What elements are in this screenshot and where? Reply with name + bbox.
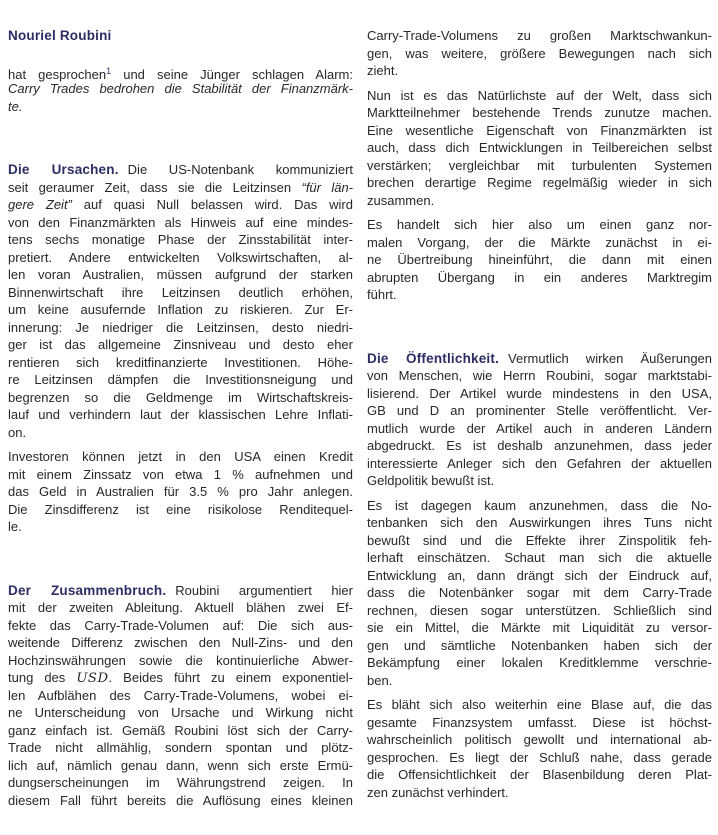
text-line [367,122,712,140]
text-line [8,301,353,319]
text-span: rechnen, diesen sogar unterstützen. Schließlich sind [367,602,712,618]
text-line [8,483,353,501]
paragraph [367,696,712,801]
section-paragraph [367,350,712,490]
text-span: tung des [8,670,77,685]
text-line [367,269,712,287]
text-line [8,582,353,600]
text-line [8,704,353,722]
text-span: von Menschen, wie Herrn Roubini, sogar marktstabi- [367,368,712,383]
text-span: begrenzen so die Geldmenge im Wirtschaftskreis- [8,389,353,405]
text-span: re Leitzinsen dämpfen die Investitionsneigung und [8,372,353,387]
text-line [367,367,712,385]
text-span: pretiert. Andere entwickelten Volkswirtschaften, al- [8,249,353,265]
text-line [367,584,712,602]
text-line [367,216,712,234]
text-line [367,104,712,122]
text-line [8,266,353,284]
text-line [8,406,353,424]
text-line [367,766,712,784]
text-line [367,497,712,515]
text-span: ne Übertreibung hineinführt, die dann mit einen [367,252,712,267]
text-line [367,87,712,105]
text-span: dass die Notenbänker sogar mit dem Carry-Trade [367,585,712,600]
text-span: Eine wesentliche Eigenschaft von Finanzmärkten ist [367,122,712,138]
column-left [8,27,353,809]
text-span: gesprochen. Es liegt der Schluß nahe, dass gerade [367,749,712,765]
text-span: um keine ausufernde Inflation zu riskieren. Zur Er- [8,302,353,317]
text-line [367,437,712,455]
text-line [8,98,353,116]
text-line [8,63,353,81]
text-span: le. [8,519,22,534]
text-span: mutlich wurde der Artikel auch in anderen Ländern [367,420,712,436]
paragraph [367,497,712,690]
text-span: Bekämpfung einer lokalen Kreditklemme verschrie- [367,655,712,670]
text-span: tens sechs monatige Phase der Zinsstabilität inter- [8,232,353,247]
text-line [367,455,712,473]
section-paragraph [8,582,353,810]
text-span: Vermutlich wirken Äußerungen [508,350,713,366]
text-span: gesamte Finanzsystem umfasst. Diese ist höchst- [367,714,712,730]
text-line [367,192,712,210]
text-span: mit einem Zinssatz von etwa 1 % aufnehmen und [8,466,353,482]
two-column-layout [8,27,711,809]
text-line [367,567,712,585]
text-span: seit geraumer Zeit, dass sie die Leitzinsen [8,179,302,195]
text-span: Geldpolitik bewußt ist. [367,473,495,488]
paragraph [8,448,353,536]
emphasis-text: te. [8,98,23,114]
text-line [367,385,712,403]
text-line [8,214,353,232]
emphasis-text: gere Zeit” [8,197,72,212]
text-line [367,549,712,567]
text-line [367,62,712,80]
text-span: rentieren sich kreditfinanzierte Investitionen. Höhe- [8,354,353,370]
column-right [367,27,712,801]
text-line [367,174,712,192]
text-line [367,45,712,63]
text-span: Roubini argumentiert hier [175,582,353,598]
paragraph [8,63,353,116]
text-span: von den Finanzmärkten als Hinweis auf eine mindes- [8,214,353,230]
text-span: Nun ist es das Natürlichste auf der Welt, dass sich [367,87,712,103]
text-span: die Offensichtlichkeit der Blasenbildung deren Plat- [367,767,712,782]
text-span: on. [8,424,27,440]
text-line [367,696,712,714]
text-span: Die Zinsdifferenz ist eine risikolose Renditequel- [8,501,353,517]
text-span: Carry-Trade-Volumens zu großen Marktschwankun- [367,28,712,43]
text-line [8,80,353,98]
text-span: Binnenwirtschaft ihre Leitzinsen deutlich erhöhen, [8,284,353,300]
text-line [8,722,353,740]
text-line [8,687,353,705]
text-span: malen Vorgang, der die Märkte zunächst in ei- [367,234,712,250]
paragraph [367,27,712,80]
text-line [8,774,353,792]
text-line [367,251,712,269]
emphasis-text: “für län- [301,179,353,195]
text-line [8,448,353,466]
text-line [367,139,712,157]
section-paragraph [8,161,353,441]
text-line [367,619,712,637]
text-span: zusammen. [367,192,435,208]
text-span: abrupten Übergang in ein anderes Marktregim [367,269,712,285]
emphasis-text: Carry Trades bedrohen die Stabilität der Finanzmärk- [8,81,353,96]
text-span: lisierend. Der Artikel wurde mindestens in den USA, [367,385,712,401]
text-line [367,602,712,620]
text-line [367,784,712,802]
text-line [8,424,353,442]
text-span: Es bläht sich also weiterhin eine Blase auf, die das [367,697,712,712]
text-line [8,518,353,536]
text-line [8,179,353,197]
text-span: diesem Fall führt bereits die Auflösung eines kleinen [8,792,353,808]
text-line [8,634,353,652]
text-span: verstärken; vergleichbar mit turbulenten Systemen [367,157,712,173]
text-line [8,284,353,302]
text-line [8,371,353,389]
text-span: bewußt sind und die Effekte ihrer Zinspolitik feh- [367,532,712,548]
text-line [367,472,712,490]
text-line [8,161,353,179]
text-span: weitende Differenz zwischen den Null-Zins- und den [8,635,353,650]
text-line [367,749,712,767]
text-span: GB und D an prominenter Stelle veröffentlicht. Ver- [367,403,712,418]
text-span: lerhaft einschätzen. Schaut man sich die aktuelle [367,550,712,565]
text-span: Es handelt sich hier also um einen ganz nor- [367,217,712,232]
text-span: ne Unterscheidung von Ursache und Wirkung nicht [8,705,353,720]
text-span: ben. [367,672,393,688]
text-line [8,231,353,249]
text-span: tenbanken sich den Auswirkungen ihres Tuns nicht [367,515,712,530]
text-line [367,672,712,690]
section-heading: Die Öffentlichkeit. [367,350,500,366]
text-line [367,637,712,655]
text-span: zieht. [367,63,399,78]
text-span: gen und sämtliche Notenbanken haben sich der [367,637,712,653]
text-line [367,350,712,368]
text-line [8,249,353,267]
text-span: Hochzinswährungen sowie die kontinuierliche Abwer- [8,652,353,668]
text-line [367,514,712,532]
text-line [8,336,353,354]
text-span: das Geld in Australien für 3.5 % pro Jahr anlegen. [8,484,353,499]
text-span: innerung: Je niedriger die Leitzinsen, desto niedri- [8,319,353,335]
text-span: und seine Jünger schlagen Alarm: [111,66,353,82]
text-span: ganz einfach ist. Gemäß Roubini löst sich der Carry- [8,722,353,738]
text-span: abgedruckt. Es ist deshalb anzunehmen, dass jeder [367,438,712,453]
text-line [8,739,353,757]
text-line [367,420,712,438]
footnote-marker: 1 [106,65,112,76]
text-span: fekte das Carry-Trade-Volumen auf: Die sich aus- [8,617,353,633]
section-heading: Die Ursachen. [8,162,119,177]
text-span: Es ist dagegen kaum anzunehmen, dass die No- [367,497,712,513]
text-line [8,354,353,372]
text-line [8,617,353,635]
currency-math-text: USD [76,671,109,686]
text-line [367,157,712,175]
text-line [367,402,712,420]
text-line [367,286,712,304]
text-line [367,714,712,732]
text-line [8,757,353,775]
text-line [8,501,353,519]
text-span: . Beides führt zu einem exponentiel- [108,670,353,685]
text-line [8,319,353,337]
text-span: len Aufblähen des Carry-Trade-Volumens, wobei ei- [8,687,353,703]
text-line [367,234,712,252]
text-line [8,466,353,484]
text-span: Investoren können jetzt in den USA einen Kredit [8,449,353,464]
text-span: lauf und verhindern laut der klassischen Lehre Inflati- [8,407,353,422]
text-line [8,652,353,670]
text-span: Trade nicht allmählig, sondern spontan und plötz- [8,740,353,755]
text-line [367,532,712,550]
text-span: dungserscheinungen im Währungstrend zeigen. In [8,775,353,790]
text-span: ger ist das allgemeine Zinsniveau und desto eher [8,337,353,352]
text-span: Marktteilnehmer bestehende Trends zunutze machen. [367,105,712,120]
paragraph [367,87,712,210]
text-span: len voran Australien, müssen aufgrund der starken [8,267,353,282]
text-line [8,792,353,810]
text-span: gen, was weitere, größere Bewegungen nach sich [367,45,712,61]
text-span: auf quasi Null belassen wird. Das wird [71,197,353,212]
text-line [8,389,353,407]
text-span: Entwicklung an, dann drängt sich der Eindruck auf, [367,567,712,583]
text-span: mit der zweiten Ableitung. Aktuell blähen zwei Ef- [8,600,353,615]
text-span: brechen derartige Regime regelmäßig wieder in sich [367,175,712,190]
text-line [367,654,712,672]
text-span: wahrscheinlich politisch gewollt und international ab- [367,732,712,747]
text-line [8,599,353,617]
text-span: lich auf, nämlich genau dann, wenn sich erste Ermü- [8,757,353,773]
text-span: sie ein Mittel, die Märkte mit Liquidität zu versor- [367,620,712,635]
text-line [8,669,353,687]
text-span: zen zunächst verhindert. [367,784,509,800]
document-title: Nouriel Roubini [8,28,112,43]
text-span: interessierte Anleger sich den Gefahren der aktuellen [367,455,712,471]
text-line [8,196,353,214]
text-span: Die US-Notenbank kommuniziert [127,162,354,177]
text-line [367,731,712,749]
text-span: führt. [367,287,397,302]
section-heading: Der Zusammenbruch. [8,582,167,598]
paragraph [367,216,712,304]
text-line [367,27,712,45]
text-span: auch, dass dich Entwicklungen in Teilbereichen selbst [367,140,712,155]
text-span: hat gesprochen [8,66,107,82]
